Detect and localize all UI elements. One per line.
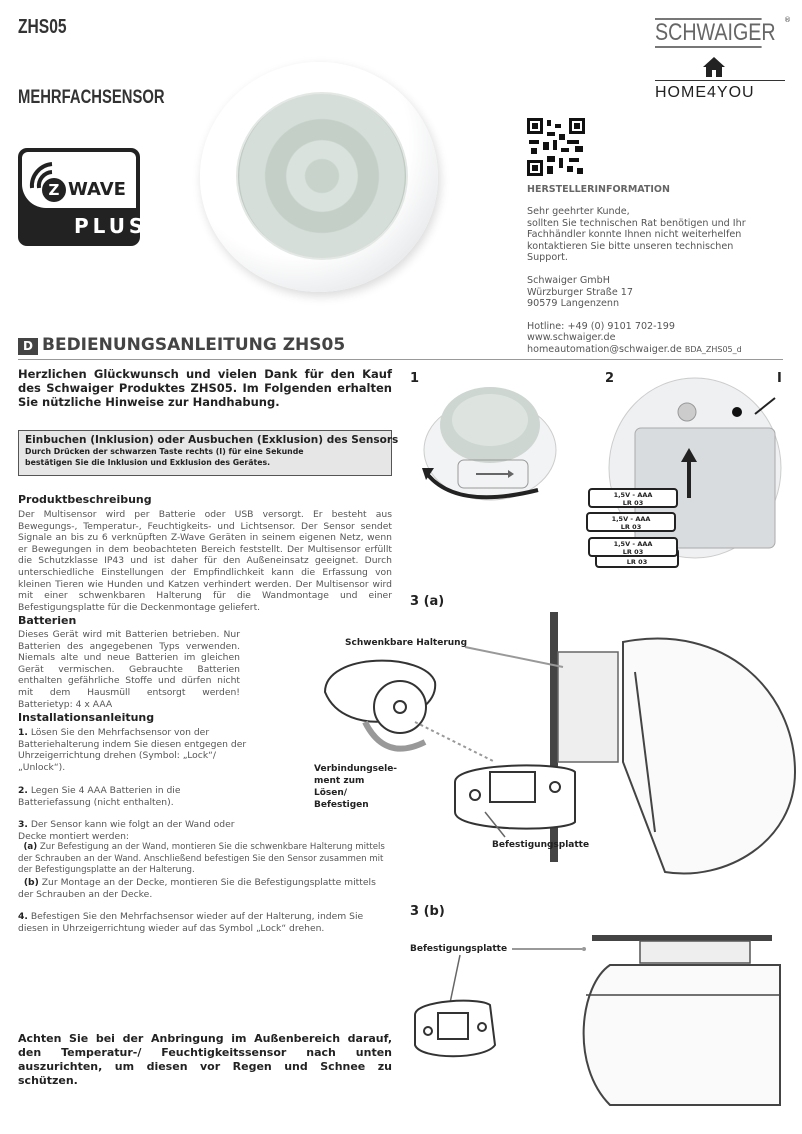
- intro-text: Herzlichen Glückwunsch und vielen Dank für den Kauf des Schwaiger Produktes ZHS05. Im Folgenden erhalten Sie nützliche Hinweise zur Handhabung.: [18, 367, 392, 409]
- home4you-logo: HOME4YOU: [655, 80, 785, 102]
- sensor-photo: [200, 62, 438, 292]
- zwave-plus-logo: Z WAVE PLUS: [18, 148, 140, 246]
- outdoor-note: Achten Sie bei der Anbringung im Außenbereich darauf, den Temperatur-/ Feuchtigkeitssensor nach unten auszurichten, um diesen vor Regen und Schnee zu schützen.: [18, 1032, 392, 1087]
- button-marker-label: I: [777, 371, 782, 386]
- schwaiger-logo: SCHWAIGER ®: [655, 16, 791, 46]
- install-step-4: 4. Befestigen Sie den Mehrfachsensor wieder auf der Halterung, indem Sie diesen in Uhrzeigerrichtung wieder auf das Symbol „Lock“ drehen.: [18, 911, 364, 934]
- battery: LR 03: [595, 548, 679, 568]
- figure-1-sensor-rotate: [418, 380, 568, 505]
- connector-label: Verbindungsele- ment zum Lösen/ Befestigen: [314, 764, 398, 810]
- figure-3a-wall-mount: [305, 612, 795, 897]
- website-link[interactable]: www.schwaiger.de: [527, 332, 616, 344]
- battery: 1,5V - AAA LR 03: [586, 512, 676, 532]
- product-type: MEHRFACHSENSOR: [18, 87, 165, 108]
- swivel-mount-label: Schwenkbare Halterung: [345, 638, 468, 648]
- manufacturer-info: HERSTELLERINFORMATION Sehr geehrter Kunde, sollten Sie technischen Rat benötigen und Ihr Fachhändler konnte Ihnen nicht weiterhelfen kontaktieren Sie bitte unseren technischen Support. Schwaiger GmbH Würzburger Straße 17 90579 Langenzenn Hotline: +49 (0) 9101 702-199 www.schwaiger.de homeautomation@schwaiger.de BDA_ZHS05_d: [527, 184, 767, 356]
- description-title: Produktbeschreibung: [18, 493, 152, 506]
- hotline: Hotline: +49 (0) 9101 702-199: [527, 320, 675, 332]
- figure-1-label: 1: [410, 371, 420, 386]
- batteries-title: Batterien: [18, 614, 77, 627]
- figure-3a-label: 3 (a): [410, 594, 445, 609]
- install-step-3: 3. Der Sensor kann wie folgt an der Wand oder Decke montiert werden:: [18, 819, 235, 842]
- battery: 1,5V - AAA LR 03: [588, 537, 678, 557]
- doc-code: BDA_ZHS05_d: [684, 344, 742, 354]
- installation-title: Installationsanleitung: [18, 711, 155, 724]
- qr-code: [527, 118, 585, 176]
- battery: 1,5V - AAA LR 03: [588, 488, 678, 508]
- install-step-3a: (a) Zur Befestigung an der Wand, montieren Sie die schwenkbare Halterung mittels der Schrauben an der Wand. Anschließend befestigen Sie den Sensor zusammen mit der Befestigungsplatte an der Halterung.: [18, 842, 385, 876]
- install-step-2: 2. Legen Sie 4 AAA Batterien in die Batteriefassung (nicht enthalten).: [18, 785, 181, 808]
- section-title: BEDIENUNGSANLEITUNG ZHS05: [42, 335, 346, 355]
- figure-2-label: 2: [605, 371, 615, 386]
- language-badge: D: [18, 338, 38, 355]
- figure-3b-label: 3 (b): [410, 904, 445, 919]
- email-link[interactable]: homeautomation@schwaiger.de: [527, 343, 682, 355]
- install-step-1: 1. Lösen Sie den Mehrfachsensor von der Batteriehalterung indem Sie diesen entgegen der Uhrzeigerrichtung drehen (Symbol: „Lock“/ „Unlock“).: [18, 727, 247, 773]
- inclusion-box: Einbuchen (Inklusion) oder Ausbuchen (Exklusion) des Sensors Durch Drücken der schwarzen Taste rechts (I) für eine Sekunde bestätigen Sie die Inklusion und Exklusion des Gerätes.: [18, 430, 392, 476]
- model-number: ZHS05: [18, 16, 67, 38]
- section-heading: [18, 335, 783, 360]
- description-text: Der Multisensor wird per Batterie oder USB versorgt. Er besteht aus Bewegungs-, Temperatur-, Feuchtigkeits- und Lichtsensor. Der Sensor sendet Signale an bis zu 6 verknüpften Z-Wave Geräten in seinem eigenen Netz, wenn er Bewegungen in dem beobachteten Bereich feststellt. Der Multisensor erfüllt die Schutzklasse IP43 und ist daher für den Außeneinsatz geeignet. Durch unterschiedliche Einstellungen der Empfindlichkeit kann die Erfassung von kleinen Tieren wie Hunden und Katzen verhindert werden. Der Multisensor wird mit einer schwenkbaren Halterung für die Wandmontage und einer Befestigungsplatte für die Deckenmontage geliefert.: [18, 509, 392, 613]
- inclusion-button-icon: [732, 407, 742, 417]
- figure-3b-ceiling-mount: [410, 935, 790, 1105]
- mounting-plate-b-label: Befestigungsplatte: [410, 944, 508, 954]
- mounting-plate-label: Befestigungsplatte: [492, 840, 590, 850]
- install-step-3b: (b) Zur Montage an der Decke, montieren Sie die Befestigungsplatte mittels der Schrauben an der Decke.: [18, 877, 376, 900]
- batteries-text: Dieses Gerät wird mit Batterien betrieben. Nur Batterien des angegebenen Typs verwenden. Niemals alte und neue Batterien im gleichen Gerät vermischen. Gebrauchte Batterien enthalten gefährliche Stoffe und dürfen nicht mit dem Hausmüll entsorgt werden! Batterietyp: 4 x AAA: [18, 629, 240, 710]
- home-icon: [702, 56, 726, 78]
